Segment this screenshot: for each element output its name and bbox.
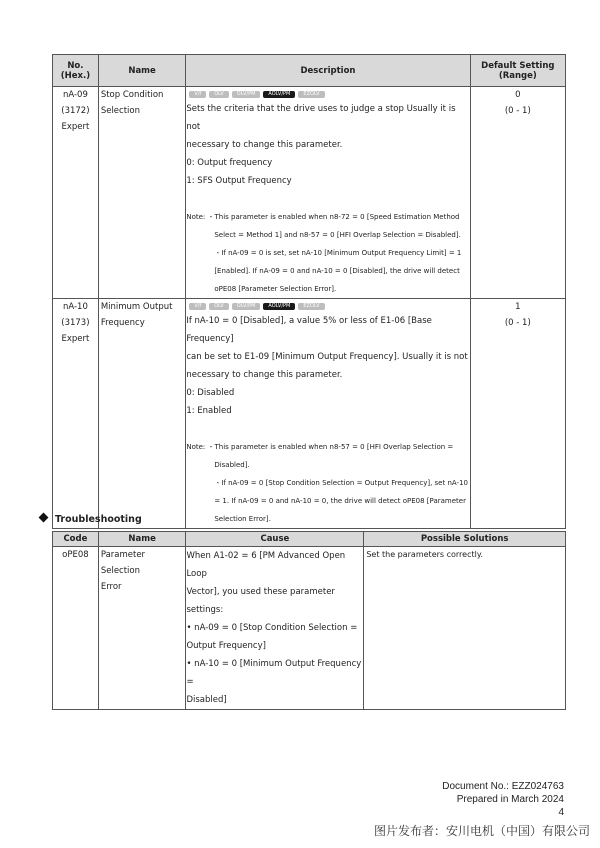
param-no-cell: nA-10 (3173) Expert — [53, 299, 99, 529]
param-default-cell: 1 (0 - 1) — [470, 299, 565, 529]
mode-badge-olvpm: OLV/PM — [232, 91, 261, 98]
mode-badge-ezolv: EZOLV — [298, 91, 324, 98]
header-description: Description — [186, 55, 470, 87]
mode-badge-olvpm: OLV/PM — [232, 303, 261, 310]
mode-badge-ezolv: EZOLV — [298, 303, 324, 310]
prepared-date: Prepared in March 2024 — [456, 794, 564, 805]
page-number: 4 — [558, 807, 564, 818]
param-name-cell: Minimum Output Frequency — [98, 299, 186, 529]
param-description-cell: V/f OLV OLV/PM AOLV/PM EZOLV Sets the criteria that the drive uses to judge a stop Usually it is not necessary to change this parameter. 0: Output frequency 1: SFS Output Frequency Note: ・This parameter is enabled when n8-72 = 0 [Speed Estimation Method Select = Method 1] and n8-57 = 0 [HFI Overlap Selection = Disabled]. ・If nA-09 = 0 is set, set nA-10 [Minimum Output Frequency Limit] = 1 [Enabled]. If nA-09 = 0 and nA-10 = 0 [Disabled], the drive will detect oPE08 [Parameter Selection Error]. — [186, 87, 470, 299]
param-default-cell: 0 (0 - 1) — [470, 87, 565, 299]
error-name-cell: Parameter Selection Error — [98, 547, 186, 710]
note-block: Note: ・This parameter is enabled when n8-57 = 0 [HFI Overlap Selection = Disabled]. ・If nA-09 = 0 [Stop Condition Selection = Output Frequency], set nA-10 = 1. If nA-09 = 0 and nA-10 = 0, the drive will detect oPE08 [Parameter Selection Error]. — [186, 443, 468, 523]
header-solutions: Possible Solutions — [364, 532, 566, 547]
mode-badge-olv: OLV — [209, 303, 229, 310]
param-description-cell: V/f OLV OLV/PM AOLV/PM EZOLV If nA-10 = 0 [Disabled], a value 5% or less of E1-06 [Base Frequency] can be set to E1-09 [Minimum Output Frequency]. Usually it is not necessary to change this parameter. 0: Disabled 1: Enabled Note: ・This parameter is enabled when n8-57 = 0 [HFI Overlap Selection = Disabled]. ・If nA-09 = 0 [Stop Condition Selection = Output Frequency], set nA-10 = 1. If nA-09 = 0 and nA-10 = 0, the drive will detect oPE08 [Parameter Selection Error]. — [186, 299, 470, 529]
troubleshooting-table — [52, 531, 566, 710]
param-no-cell: nA-09 (3172) Expert — [53, 87, 99, 299]
publisher-watermark: 图片发布者：安川电机（中国）有限公司 — [373, 824, 590, 838]
error-solution-cell: Set the parameters correctly. — [364, 547, 566, 710]
header-name: Name — [98, 55, 186, 87]
error-cause-cell: When A1-02 = 6 [PM Advanced Open Loop Vector], you used these parameter settings: • nA-09 = 0 [Stop Condition Selection = Output Frequency] • nA-10 = 0 [Minimum Output Frequency = Disabled] — [186, 547, 364, 710]
mode-badge-olv: OLV — [209, 91, 229, 98]
header-default: Default Setting (Range) — [470, 55, 565, 87]
table-row — [53, 87, 566, 299]
header-no: No. (Hex.) — [53, 55, 99, 87]
troubleshooting-heading: Troubleshooting — [40, 514, 142, 525]
mode-badge-vf: V/f — [189, 303, 206, 310]
header-cause: Cause — [186, 532, 364, 547]
header-name: Name — [98, 532, 186, 547]
mode-badge-vf: V/f — [189, 91, 206, 98]
error-code-cell: oPE08 — [53, 547, 99, 710]
diamond-bullet-icon — [39, 513, 49, 523]
document-footer — [442, 780, 564, 819]
table-row — [53, 299, 566, 529]
mode-badge-aolvpm: AOLV/PM — [263, 91, 295, 98]
note-block: Note: ・This parameter is enabled when n8-72 = 0 [Speed Estimation Method Select = Method 1] and n8-57 = 0 [HFI Overlap Selection = Disabled]. ・If nA-09 = 0 is set, set nA-10 [Minimum Output Frequency Limit] = 1 [Enabled]. If nA-09 = 0 and nA-10 = 0 [Disabled], the drive will detect oPE08 [Parameter Selection Error]. — [186, 213, 462, 293]
parameter-table — [52, 54, 566, 529]
document-number: Document No.: EZZ024763 — [442, 781, 564, 792]
control-mode-badges — [186, 299, 469, 312]
header-code: Code — [53, 532, 99, 547]
param-name-cell: Stop Condition Selection — [98, 87, 186, 299]
table-row — [53, 547, 566, 710]
mode-badge-aolvpm: AOLV/PM — [263, 303, 295, 310]
control-mode-badges — [186, 87, 469, 100]
